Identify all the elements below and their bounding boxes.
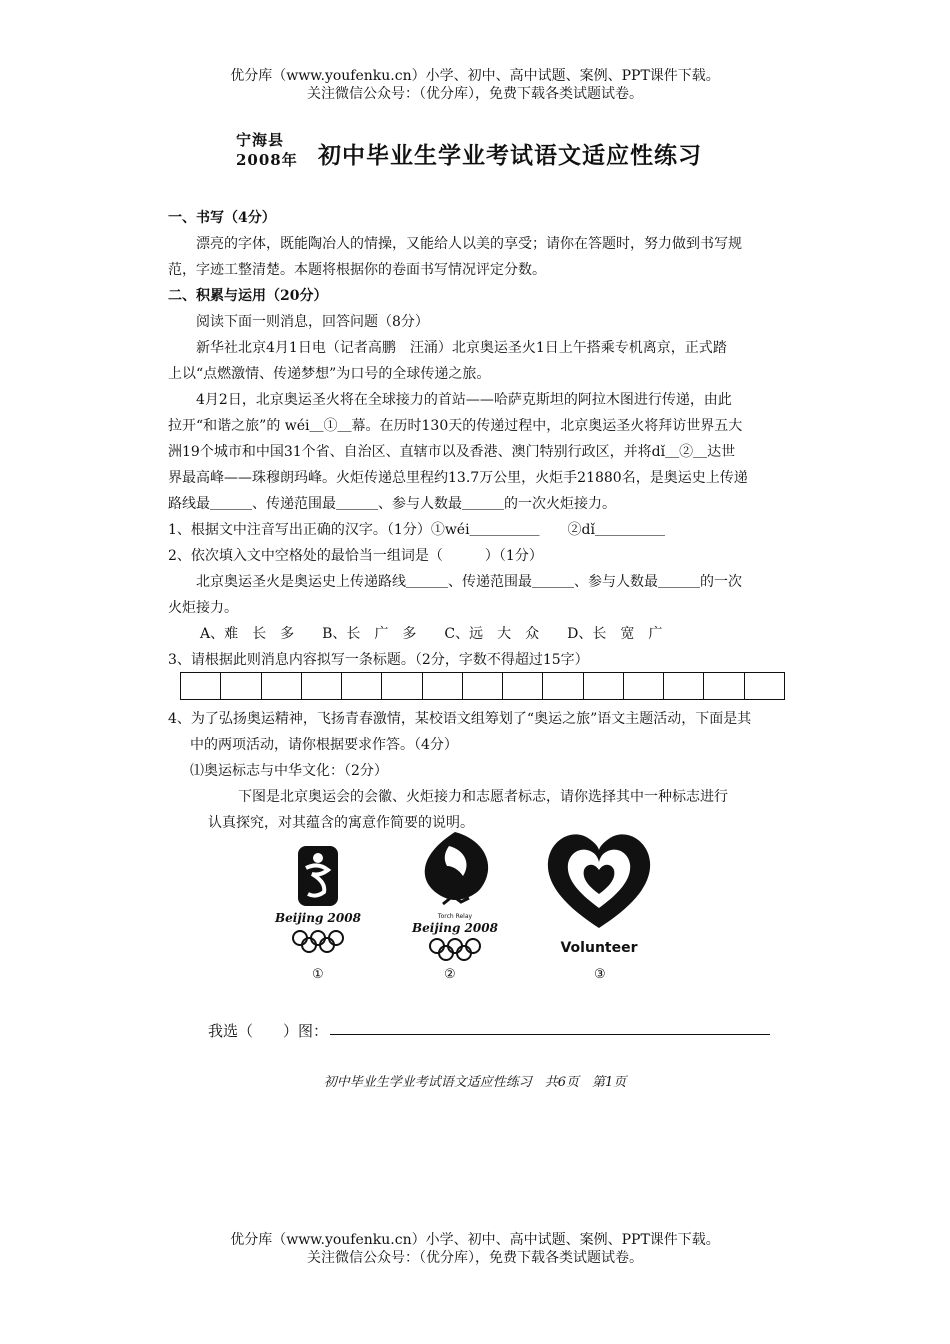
logo-number-1: ①	[312, 967, 324, 982]
section1-heading: 一、书写（4分）	[168, 210, 276, 226]
page-footer: 初中毕业生学业考试语文适应性练习 共6页 第1页	[323, 1075, 627, 1090]
page-title: 初中毕业生学业考试语文适应性练习	[318, 142, 702, 169]
watermark-line-1: 优分库（www.youfenku.cn）小学、初中、高中试题、案例、PPT课件下载。	[230, 68, 720, 84]
answer-box[interactable]	[463, 673, 503, 699]
section1-para-line2: 范，字迹工整清楚。本题将根据你的卷面书写情况评定分数。	[168, 262, 546, 278]
answer-box[interactable]	[503, 673, 543, 699]
news-line: 拉开“和谐之旅”的 wéi＿①＿幕。在历时130天的传递过程中，北京奥运圣火将拜访世界五大	[168, 418, 743, 434]
title-year: 2008年	[236, 151, 298, 169]
beijing-2008-emblem-icon[interactable]	[270, 842, 370, 964]
question-2-sentence-cont: 火炬接力。	[168, 600, 238, 616]
answer-box[interactable]	[342, 673, 382, 699]
news-line: 路线最＿＿＿、传递范围最＿＿＿、参与人数最＿＿＿的一次火炬接力。	[168, 496, 616, 512]
answer-box[interactable]	[423, 673, 463, 699]
olympic-rings-icon	[293, 931, 343, 952]
question-4-line1: 4、为了弘扬奥运精神，飞扬青春激情，某校语文组筹划了“奥运之旅”语文主题活动，下面是其	[168, 711, 752, 727]
answer-box[interactable]	[543, 673, 583, 699]
question-4-line2: 中的两项活动，请你根据要求作答。（4分）	[190, 737, 458, 753]
torch-text: Beijing 2008	[412, 921, 498, 935]
question-2-sentence: 北京奥运圣火是奥运史上传递路线＿＿＿、传递范围最＿＿＿、参与人数最＿＿＿的一次	[196, 574, 742, 590]
volunteer-heart-emblem-icon[interactable]	[538, 824, 660, 964]
answer-box[interactable]	[181, 673, 221, 699]
volunteer-text: Volunteer	[560, 940, 638, 956]
title-county: 宁海县	[236, 131, 285, 149]
question-4-prompt-line1: 下图是北京奥运会的会徽、火炬接力和志愿者标志，请你选择其中一种标志进行	[238, 789, 728, 805]
news-line: 上以“点燃激情、传递梦想”为口号的全球传递之旅。	[168, 366, 491, 382]
news-line: 洲19个城市和中国31个省、自治区、直辖市以及香港、澳门特别行政区，并将dǐ＿②＿达世	[168, 444, 736, 460]
answer-box[interactable]	[221, 673, 261, 699]
question-3: 3、请根据此则消息内容拟写一条标题。（2分，字数不得超过15字）	[168, 652, 589, 668]
answer-label: 我选（ ）图：	[208, 1022, 329, 1040]
question-4-prompt-line2: 认真探究，对其蕴含的寓意作简要的说明。	[208, 815, 474, 831]
question-1[interactable]: 1、根据文中注音写出正确的汉字。（1分）①wéi＿＿＿＿＿ ②dǐ＿＿＿＿＿	[168, 522, 665, 538]
answer-box[interactable]	[382, 673, 422, 699]
answer-box[interactable]	[302, 673, 342, 699]
watermark-bottom-line-1: 优分库（www.youfenku.cn）小学、初中、高中试题、案例、PPT课件下载。	[230, 1232, 720, 1248]
answer-box[interactable]	[745, 673, 784, 699]
olympic-rings-icon	[430, 939, 480, 960]
answer-box[interactable]	[584, 673, 624, 699]
question-2[interactable]: 2、依次填入文中空格处的最恰当一组词是（ ）（1分）	[168, 548, 543, 564]
torch-small-text: Torch Relay	[437, 913, 473, 920]
answer-line[interactable]	[330, 1034, 770, 1035]
emblem-dancer-head	[313, 853, 323, 863]
answer-box[interactable]	[704, 673, 744, 699]
answer-box[interactable]	[624, 673, 664, 699]
answer-box[interactable]	[262, 673, 302, 699]
question-2-options[interactable]: A、难 长 多 B、长 广 多 C、远 大 众 D、长 宽 广	[200, 626, 663, 642]
question-4-sub: ⑴奥运标志与中华文化：（2分）	[190, 763, 388, 779]
answer-box[interactable]	[664, 673, 704, 699]
news-line: 新华社北京4月1日电（记者高鹏 汪涌）北京奥运圣火1日上午搭乘专机离京，正式踏	[196, 340, 727, 356]
title-county-year	[236, 130, 298, 170]
watermark-bottom-line-2: 关注微信公众号：（优分库），免费下载各类试题试卷。	[307, 1250, 643, 1266]
title-answer-grid[interactable]	[180, 672, 785, 700]
news-line: 界最高峰——珠穆朗玛峰。火炬传递总里程约13.7万公里，火炬手21880名，是奥运史上传递	[168, 470, 748, 486]
section2-intro: 阅读下面一则消息，回答问题（8分）	[196, 314, 429, 330]
logo-number-2: ②	[444, 967, 456, 982]
section1-para-line1: 漂亮的字体，既能陶冶人的情操，又能给人以美的享受；请你在答题时，努力做到书写规	[196, 236, 742, 252]
watermark-line-2: 关注微信公众号：（优分库），免费下载各类试题试卷。	[307, 86, 643, 102]
section2-heading: 二、积累与运用（20分）	[168, 288, 328, 304]
logo-number-3: ③	[594, 967, 606, 982]
torch-relay-emblem-icon[interactable]	[405, 826, 505, 964]
emblem-text: Beijing 2008	[275, 911, 361, 925]
news-line: 4月2日，北京奥运圣火将在全球接力的首站——哈萨克斯坦的阿拉木图进行传递，由此	[196, 392, 732, 408]
